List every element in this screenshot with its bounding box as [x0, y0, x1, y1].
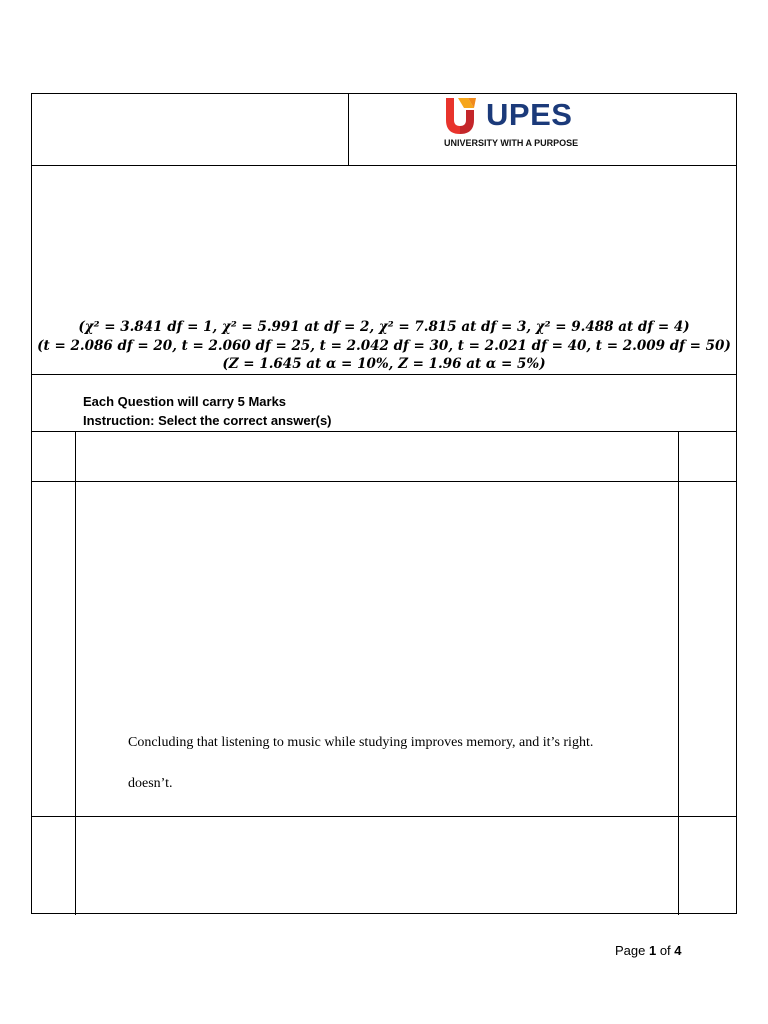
upes-shield-icon	[444, 96, 480, 136]
header-row-divider	[32, 165, 736, 166]
chi-square-reference: (χ² = 3.841 df = 1, χ² = 5.991 at df = 2, χ² = 7.815 at df = 3, χ² = 9.488 at df = 4)	[78, 319, 690, 335]
page-number	[615, 942, 682, 959]
question-text-line-1: Concluding that listening to music while studying improves memory, and it’s right.	[128, 735, 594, 750]
question-body-row-divider	[32, 816, 736, 817]
marks-column-divider	[678, 431, 679, 915]
question-text-line-2: doesn’t.	[128, 776, 173, 791]
question-number-column-divider	[75, 431, 76, 915]
instruction-text: Instruction: Select the correct answer(s)	[83, 413, 332, 428]
page-current: 1	[648, 943, 657, 958]
instruction-row-divider	[32, 431, 736, 432]
formula-row-divider	[32, 374, 736, 375]
logo-tagline: UNIVERSITY WITH A PURPOSE	[444, 138, 579, 148]
page-prefix: Page	[615, 943, 649, 958]
marks-note: Each Question will carry 5 Marks	[83, 394, 287, 409]
header-column-divider	[348, 94, 349, 165]
logo-wordmark: UPES	[486, 97, 573, 132]
page-total: 4	[674, 943, 682, 958]
t-value-reference: (t = 2.086 df = 20, t = 2.060 df = 25, t = 2.042 df = 30, t = 2.021 df = 40, t = 2.009 df = 50)	[37, 338, 731, 354]
z-value-reference: (Z = 1.645 at α = 10%, Z = 1.96 at α = 5%)	[222, 356, 546, 372]
page-of: of	[656, 943, 675, 958]
upes-logo	[444, 96, 584, 152]
question-header-row-divider	[32, 481, 736, 482]
